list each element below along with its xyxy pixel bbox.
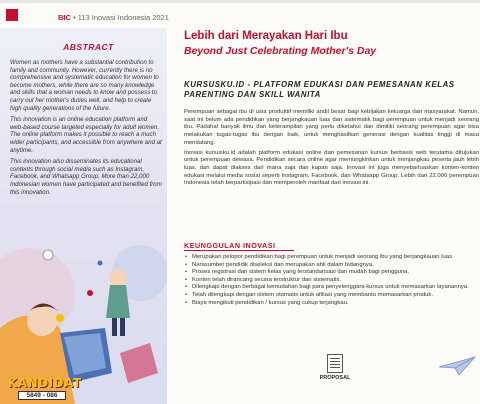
proposal-label: PROPOSAL <box>319 375 351 381</box>
abstract-title: ABSTRACT <box>63 42 114 52</box>
list-item: • Narasumber pendidik diseleksi dan merupakan ahli dalam bidangnya. <box>184 262 477 270</box>
page-subtitle: Beyond Just Celebrating Mother's Day <box>184 45 377 57</box>
abstract-panel <box>0 28 167 404</box>
top-band <box>0 0 480 3</box>
list-item: • Konten telah dirancang secara terstruktur dan sistematis. <box>184 277 477 285</box>
kandidat-word: KANDIDAT <box>8 376 82 390</box>
list-item: • Proses registrasi dan sistem kelas yang terstandarisasi dan mudah bagi pengguna. <box>184 269 477 277</box>
kandidat-badge <box>8 376 80 400</box>
advantages-divider <box>184 250 294 251</box>
list-item: • Merupakan pelopor pendidikan bagi perempuan untuk menjadi seorang ibu yang berjangkauan luas. <box>184 254 477 262</box>
top-bar <box>0 0 480 28</box>
advantages-title: KEUNGGULAN INOVASI <box>184 241 276 250</box>
document-icon <box>327 354 343 373</box>
advantages-list <box>184 254 477 307</box>
list-item: • Biaya mengikuti pendidikan / kursus yang cukup terjangkau. <box>184 300 477 308</box>
logo-icon <box>6 9 18 21</box>
body-text <box>184 109 479 190</box>
list-item: • Dilengkapi dengan berbagai kemudahan bagi para penyelenggara kursus untuk memasarkan layanannya. <box>184 284 477 292</box>
abstract-paragraph: This innovation is an online education platform and web-based course targeted especially for adult women. The online platform makes it possible to reach a much wider participants, and accessible from anywhere and at anytime. <box>10 116 162 154</box>
section-title: KURSUSKU.ID - PLATFORM EDUKASI DAN PEMESANAN KELAS PARENTING DAN SKILL WANITA <box>184 80 455 99</box>
header-bic: BIC <box>58 13 71 22</box>
content-panel <box>167 28 480 404</box>
body-paragraph: Perempuan sebagai ibu di usia produktif memiliki andil besar bagi kebijakan keluarga dan masyarakat. Namun, saat ini belum ada pendidikan yang berjangkauan luas dan sistematik bagi perempuan untuk menjadi seorang ibu. Padahal banyak ilmu dan keterampilan yang perlu diketahui dan dimiliki seorang perempuan agar bisa melakukan tugas-tugas ibu dengan baik, untuk menghasilkan generasi dengan kualitas tinggi di masa mendatang. <box>184 109 479 146</box>
kandidat-number: 5849 - 086 <box>18 391 66 400</box>
paper-plane-icon <box>437 353 477 378</box>
abstract-paragraph: This innovation also disseminates its educational contents through social media such as Instagram, Facebook, and Whatsapp Group. More than 22,000 Indonesian women have participated and benefited from this innovation. <box>10 158 162 196</box>
abstract-text <box>10 59 162 200</box>
proposal-button[interactable] <box>315 354 355 381</box>
header-label <box>58 13 169 22</box>
page-title: Lebih dari Merayakan Hari Ibu <box>184 30 348 42</box>
abstract-paragraph: Women as mothers have a substantial contribution to family and community. However, currently there is no comprehensive and systematic education for women to become mothers, while there are so many knowledge and skills that a woman needs to know and possess to carry out her mother's duties well, and help to create high quality generations of the future. <box>10 59 159 112</box>
header-rest: • 113 Inovasi Indonesia 2021 <box>70 13 169 22</box>
body-paragraph: Inovasi kursusku.id adalah platform edukasi online dan pemesanan kursus berbasis web terutama ditujukan untuk perempuan dewasa. Pendidikan secara online agar memungkinkan untuk menjangkau peserta jauh lebih luas, dan dapat diakses dari mana saja dan kapan saja. Inovasi ini juga menyebarluaskan konten-konten edukasi melalui media sosial seperti Instagram, Facebook, dan Whatsapp Group. Lebih dari 22.000 perempuan Indonesia telah berpartisipasi dan memperoleh manfaat dari inovasi ini. <box>184 149 479 187</box>
list-item: • Telah dilengkapi dengan sistem otomatis untuk afiliasi yang membantu memasarkan produk. <box>184 292 477 300</box>
